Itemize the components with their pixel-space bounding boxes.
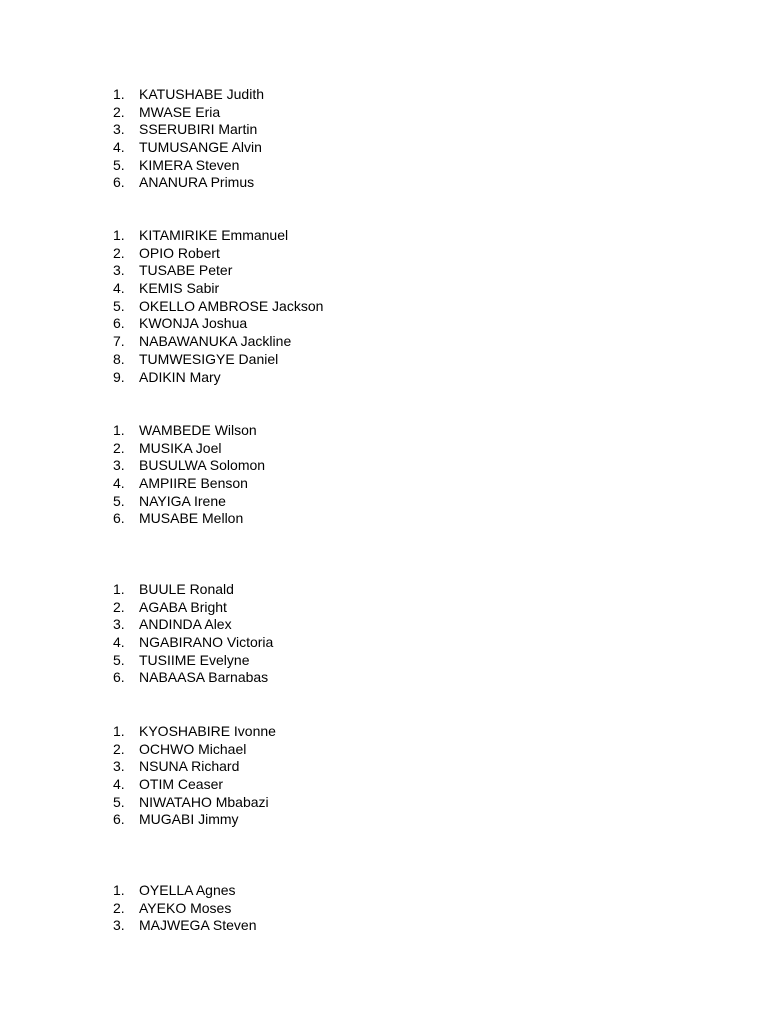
item-name: MWASE Eria — [139, 103, 221, 120]
item-name: KEMIS Sabir — [139, 280, 220, 297]
list-item — [113, 758, 276, 776]
item-number: 1. — [113, 227, 125, 243]
name-list-5 — [113, 723, 276, 829]
item-name: NSUNA Richard — [139, 758, 240, 775]
name-list-6 — [113, 882, 256, 935]
item-name: ANANURA Primus — [139, 174, 255, 191]
list-item — [113, 917, 256, 935]
name-list-1 — [113, 86, 264, 192]
item-number: 2. — [113, 598, 125, 615]
list-item — [113, 86, 264, 104]
item-name: KITAMIRIKE Emmanuel — [139, 227, 289, 243]
item-name: NIWATAHO Mbabazi — [139, 793, 269, 810]
item-number: 1. — [113, 86, 125, 102]
item-name: OYELLA Agnes — [139, 882, 236, 898]
item-number: 9. — [113, 368, 125, 385]
item-name: NABAASA Barnabas — [139, 669, 269, 686]
list-item — [113, 457, 265, 475]
name-list-3 — [113, 422, 265, 528]
list-item — [113, 157, 264, 175]
item-number: 4. — [113, 776, 125, 793]
item-name: TUSIIME Evelyne — [139, 651, 250, 668]
item-number: 2. — [113, 740, 125, 757]
item-number: 3. — [113, 262, 125, 279]
list-item — [113, 616, 273, 634]
list-item — [113, 723, 276, 741]
item-number: 4. — [113, 475, 125, 492]
item-number: 3. — [113, 121, 125, 138]
item-number: 5. — [113, 793, 125, 810]
item-number: 2. — [113, 439, 125, 456]
item-name: NGABIRANO Victoria — [139, 634, 274, 651]
list-item — [113, 280, 323, 298]
item-number: 2. — [113, 899, 125, 916]
item-name: BUULE Ronald — [139, 581, 234, 597]
list-item — [113, 104, 264, 122]
list-item — [113, 493, 265, 511]
item-number: 5. — [113, 492, 125, 509]
item-number: 3. — [113, 457, 125, 474]
item-number: 1. — [113, 882, 125, 898]
item-name: AYEKO Moses — [139, 899, 232, 916]
list-item — [113, 298, 323, 316]
item-number: 3. — [113, 917, 125, 934]
item-number: 4. — [113, 139, 125, 156]
item-number: 5. — [113, 651, 125, 668]
list-item — [113, 422, 265, 440]
name-list-2 — [113, 227, 323, 386]
list-item — [113, 811, 276, 829]
item-number: 1. — [113, 422, 125, 438]
list-item — [113, 262, 323, 280]
item-name: OKELLO AMBROSE Jackson — [139, 297, 324, 314]
list-item — [113, 776, 276, 794]
item-number: 6. — [113, 669, 125, 686]
item-number: 7. — [113, 333, 125, 350]
list-item — [113, 882, 256, 900]
item-name: TUSABE Peter — [139, 262, 233, 279]
item-number: 2. — [113, 244, 125, 261]
list-item — [113, 900, 256, 918]
item-name: AGABA Bright — [139, 598, 227, 615]
item-name: AMPIIRE Benson — [139, 475, 248, 492]
item-name: MUSABE Mellon — [139, 510, 244, 527]
list-item — [113, 245, 323, 263]
item-number: 3. — [113, 758, 125, 775]
item-name: SSERUBIRI Martin — [139, 121, 258, 138]
list-item — [113, 139, 264, 157]
list-item — [113, 652, 273, 670]
item-number: 6. — [113, 174, 125, 191]
item-number: 8. — [113, 350, 125, 367]
item-number: 6. — [113, 315, 125, 332]
item-number: 3. — [113, 616, 125, 633]
item-name: ADIKIN Mary — [139, 368, 221, 385]
item-number: 4. — [113, 280, 125, 297]
item-number: 1. — [113, 723, 125, 739]
list-item — [113, 227, 323, 245]
item-name: KIMERA Steven — [139, 156, 240, 173]
item-name: OTIM Ceaser — [139, 776, 224, 793]
item-name: BUSULWA Solomon — [139, 457, 266, 474]
list-item — [113, 369, 323, 387]
list-item — [113, 351, 323, 369]
list-item — [113, 315, 323, 333]
item-number: 2. — [113, 103, 125, 120]
item-number: 6. — [113, 811, 125, 828]
item-name: NAYIGA Irene — [139, 492, 226, 509]
item-name: NABAWANUKA Jackline — [139, 333, 292, 350]
list-item — [113, 634, 273, 652]
list-item — [113, 510, 265, 528]
item-number: 5. — [113, 156, 125, 173]
item-name: MUSIKA Joel — [139, 439, 222, 456]
list-item — [113, 121, 264, 139]
item-name: WAMBEDE Wilson — [139, 422, 257, 438]
item-number: 6. — [113, 510, 125, 527]
list-item — [113, 581, 273, 599]
list-item — [113, 174, 264, 192]
item-name: KWONJA Joshua — [139, 315, 248, 332]
list-item — [113, 741, 276, 759]
item-name: KYOSHABIRE Ivonne — [139, 723, 276, 739]
name-list-4 — [113, 581, 273, 687]
item-name: MAJWEGA Steven — [139, 917, 257, 934]
item-name: OPIO Robert — [139, 244, 220, 261]
item-name: OCHWO Michael — [139, 740, 247, 757]
list-item — [113, 794, 276, 812]
item-name: KATUSHABE Judith — [139, 86, 265, 102]
list-item — [113, 475, 265, 493]
item-name: TUMWESIGYE Daniel — [139, 350, 279, 367]
item-name: MUGABI Jimmy — [139, 811, 239, 828]
item-name: ANDINDA Alex — [139, 616, 232, 633]
list-item — [113, 599, 273, 617]
item-number: 5. — [113, 297, 125, 314]
list-item — [113, 333, 323, 351]
item-name: TUMUSANGE Alvin — [139, 139, 262, 156]
item-number: 4. — [113, 634, 125, 651]
list-item — [113, 669, 273, 687]
list-item — [113, 440, 265, 458]
item-number: 1. — [113, 581, 125, 597]
